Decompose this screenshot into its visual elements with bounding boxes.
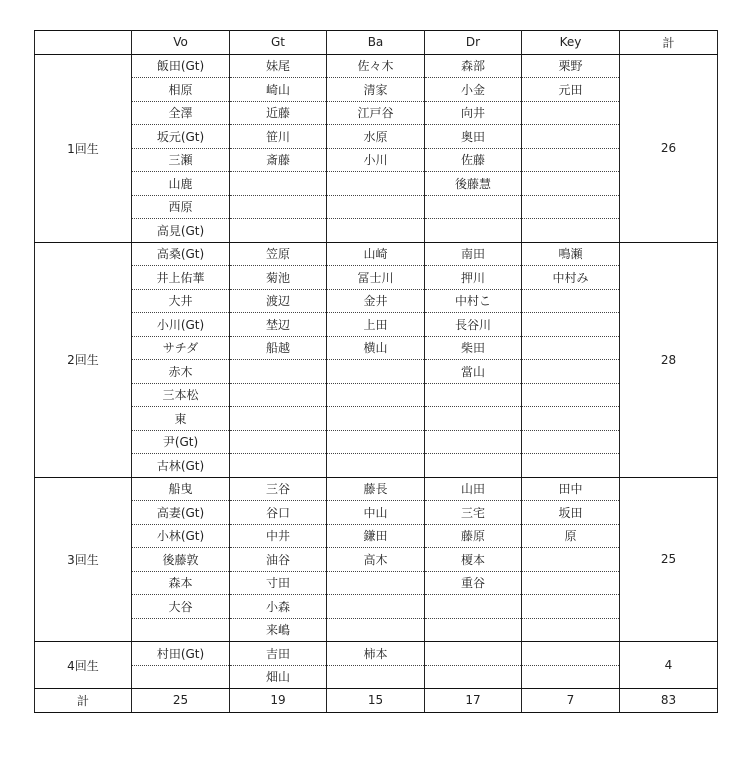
member-cell: 押川 [425, 266, 522, 290]
table-row [35, 78, 718, 102]
member-cell: 山崎 [327, 242, 425, 266]
member-cell [425, 219, 522, 243]
header-cell-ba: Ba [327, 31, 425, 55]
member-cell: 當山 [425, 360, 522, 384]
member-cell: 西原 [132, 195, 230, 219]
member-cell: 油谷 [230, 548, 327, 572]
member-cell: 寸田 [230, 571, 327, 595]
member-cell: 相原 [132, 78, 230, 102]
member-cell [522, 642, 620, 666]
member-cell: 小金 [425, 78, 522, 102]
member-cell: 埜辺 [230, 313, 327, 337]
total-cell: 15 [327, 689, 425, 713]
member-cell [132, 665, 230, 689]
member-cell [327, 454, 425, 478]
member-cell [522, 289, 620, 313]
member-cell: 高木 [327, 548, 425, 572]
year-total: 26 [620, 54, 718, 242]
member-cell [230, 430, 327, 454]
header-cell-vo: Vo [132, 31, 230, 55]
member-cell: 鳴瀬 [522, 242, 620, 266]
member-cell [522, 383, 620, 407]
member-cell [425, 430, 522, 454]
table-row [35, 407, 718, 431]
member-cell [327, 595, 425, 619]
member-cell: 高妻(Gt) [132, 501, 230, 525]
member-cell: 大谷 [132, 595, 230, 619]
header-cell-dr: Dr [425, 31, 522, 55]
member-cell: 中村こ [425, 289, 522, 313]
member-cell: 栗野 [522, 54, 620, 78]
table-row [35, 172, 718, 196]
member-cell: 高桑(Gt) [132, 242, 230, 266]
member-cell: 榎本 [425, 548, 522, 572]
total-cell: 7 [522, 689, 620, 713]
member-table-body [35, 31, 718, 713]
member-cell: 井上佑華 [132, 266, 230, 290]
year-label: 3回生 [35, 477, 132, 642]
member-cell: 後藤敦 [132, 548, 230, 572]
member-cell: 小川(Gt) [132, 313, 230, 337]
member-cell [522, 407, 620, 431]
member-cell: サチダ [132, 336, 230, 360]
member-cell [425, 195, 522, 219]
table-row [35, 360, 718, 384]
member-cell: 大井 [132, 289, 230, 313]
member-cell: 吉田 [230, 642, 327, 666]
member-cell: 長谷川 [425, 313, 522, 337]
member-cell: 冨士川 [327, 266, 425, 290]
header-cell-total: 計 [620, 31, 718, 55]
member-cell [522, 665, 620, 689]
totals-row [35, 689, 718, 713]
table-row [35, 524, 718, 548]
member-cell [327, 383, 425, 407]
table-row [35, 336, 718, 360]
table-row [35, 642, 718, 666]
total-cell: 19 [230, 689, 327, 713]
member-cell: 三瀬 [132, 148, 230, 172]
member-cell: 森本 [132, 571, 230, 595]
table-row [35, 501, 718, 525]
member-cell: 斎藤 [230, 148, 327, 172]
header-cell-key: Key [522, 31, 620, 55]
table-row [35, 148, 718, 172]
member-cell: 中村み [522, 266, 620, 290]
member-cell [230, 383, 327, 407]
member-cell [327, 571, 425, 595]
member-cell: 柿本 [327, 642, 425, 666]
table-row [35, 125, 718, 149]
member-cell: 坂田 [522, 501, 620, 525]
total-cell: 83 [620, 689, 718, 713]
member-cell: 坂元(Gt) [132, 125, 230, 149]
member-cell [522, 172, 620, 196]
member-cell [425, 383, 522, 407]
member-cell: 近藤 [230, 101, 327, 125]
year-label: 1回生 [35, 54, 132, 242]
member-cell: 赤木 [132, 360, 230, 384]
member-cell: 南田 [425, 242, 522, 266]
table-row [35, 477, 718, 501]
member-cell: 小林(Gt) [132, 524, 230, 548]
member-cell [230, 195, 327, 219]
table-row [35, 219, 718, 243]
member-cell [327, 360, 425, 384]
member-cell [425, 595, 522, 619]
member-cell: 柴田 [425, 336, 522, 360]
member-cell: 原 [522, 524, 620, 548]
header-cell-gt: Gt [230, 31, 327, 55]
table-row [35, 548, 718, 572]
member-cell: 三本松 [132, 383, 230, 407]
member-cell: 清家 [327, 78, 425, 102]
year-total: 4 [620, 642, 718, 689]
member-cell: 船越 [230, 336, 327, 360]
member-cell [522, 195, 620, 219]
member-cell [425, 642, 522, 666]
member-cell: 谷口 [230, 501, 327, 525]
member-cell: 小森 [230, 595, 327, 619]
table-row [35, 665, 718, 689]
member-cell [327, 665, 425, 689]
year-label: 4回生 [35, 642, 132, 689]
table-row [35, 618, 718, 642]
member-cell [522, 454, 620, 478]
total-cell: 25 [132, 689, 230, 713]
member-cell [522, 618, 620, 642]
table-row [35, 54, 718, 78]
member-cell: 小川 [327, 148, 425, 172]
member-cell: 船曳 [132, 477, 230, 501]
member-cell [522, 313, 620, 337]
member-cell: 水原 [327, 125, 425, 149]
member-cell: 東 [132, 407, 230, 431]
year-label: 2回生 [35, 242, 132, 477]
member-cell [522, 336, 620, 360]
table-row [35, 595, 718, 619]
member-cell: 来嶋 [230, 618, 327, 642]
member-cell: 佐藤 [425, 148, 522, 172]
member-cell: 崎山 [230, 78, 327, 102]
member-cell: 三谷 [230, 477, 327, 501]
member-cell: 江戸谷 [327, 101, 425, 125]
member-cell [522, 219, 620, 243]
member-cell [230, 360, 327, 384]
member-cell [230, 172, 327, 196]
member-cell [132, 618, 230, 642]
year-total: 25 [620, 477, 718, 642]
member-cell: 後藤慧 [425, 172, 522, 196]
member-cell: 佐々木 [327, 54, 425, 78]
table-row [35, 454, 718, 478]
member-cell: 笹川 [230, 125, 327, 149]
table-row [35, 195, 718, 219]
member-cell [522, 101, 620, 125]
table-row [35, 289, 718, 313]
member-cell: 菊池 [230, 266, 327, 290]
member-cell [327, 172, 425, 196]
member-cell: 上田 [327, 313, 425, 337]
member-cell [230, 407, 327, 431]
member-cell: 畑山 [230, 665, 327, 689]
member-cell [522, 571, 620, 595]
member-cell [425, 618, 522, 642]
member-cell: 藤原 [425, 524, 522, 548]
member-cell [522, 430, 620, 454]
member-cell: 妹尾 [230, 54, 327, 78]
member-cell [327, 430, 425, 454]
member-cell [230, 454, 327, 478]
member-cell: 元田 [522, 78, 620, 102]
member-cell: 笠原 [230, 242, 327, 266]
member-cell: 金井 [327, 289, 425, 313]
total-cell: 17 [425, 689, 522, 713]
member-cell: 尹(Gt) [132, 430, 230, 454]
member-cell: 重谷 [425, 571, 522, 595]
table-row [35, 571, 718, 595]
member-cell [327, 618, 425, 642]
table-row [35, 430, 718, 454]
member-table [34, 30, 718, 713]
member-cell: 中井 [230, 524, 327, 548]
member-cell: 全澤 [132, 101, 230, 125]
member-cell: 田中 [522, 477, 620, 501]
totals-label: 計 [35, 689, 132, 713]
member-cell [522, 148, 620, 172]
member-cell: 高見(Gt) [132, 219, 230, 243]
member-cell [327, 195, 425, 219]
table-row [35, 383, 718, 407]
member-cell: 横山 [327, 336, 425, 360]
member-cell [327, 407, 425, 431]
member-cell [425, 454, 522, 478]
table-row [35, 313, 718, 337]
member-cell [522, 548, 620, 572]
year-total: 28 [620, 242, 718, 477]
member-cell [522, 360, 620, 384]
member-cell: 三宅 [425, 501, 522, 525]
member-cell: 古林(Gt) [132, 454, 230, 478]
member-cell [522, 125, 620, 149]
member-cell [425, 407, 522, 431]
member-cell: 向井 [425, 101, 522, 125]
member-cell [230, 219, 327, 243]
table-row [35, 101, 718, 125]
member-cell: 渡辺 [230, 289, 327, 313]
member-cell: 村田(Gt) [132, 642, 230, 666]
header-cell-empty [35, 31, 132, 55]
member-cell [425, 665, 522, 689]
table-row [35, 242, 718, 266]
table-row [35, 266, 718, 290]
member-cell: 山田 [425, 477, 522, 501]
member-cell: 飯田(Gt) [132, 54, 230, 78]
member-cell: 奥田 [425, 125, 522, 149]
member-cell: 藤長 [327, 477, 425, 501]
member-cell [522, 595, 620, 619]
member-cell: 鎌田 [327, 524, 425, 548]
header-row [35, 31, 718, 55]
member-cell: 森部 [425, 54, 522, 78]
member-cell: 山鹿 [132, 172, 230, 196]
member-cell [327, 219, 425, 243]
member-cell: 中山 [327, 501, 425, 525]
